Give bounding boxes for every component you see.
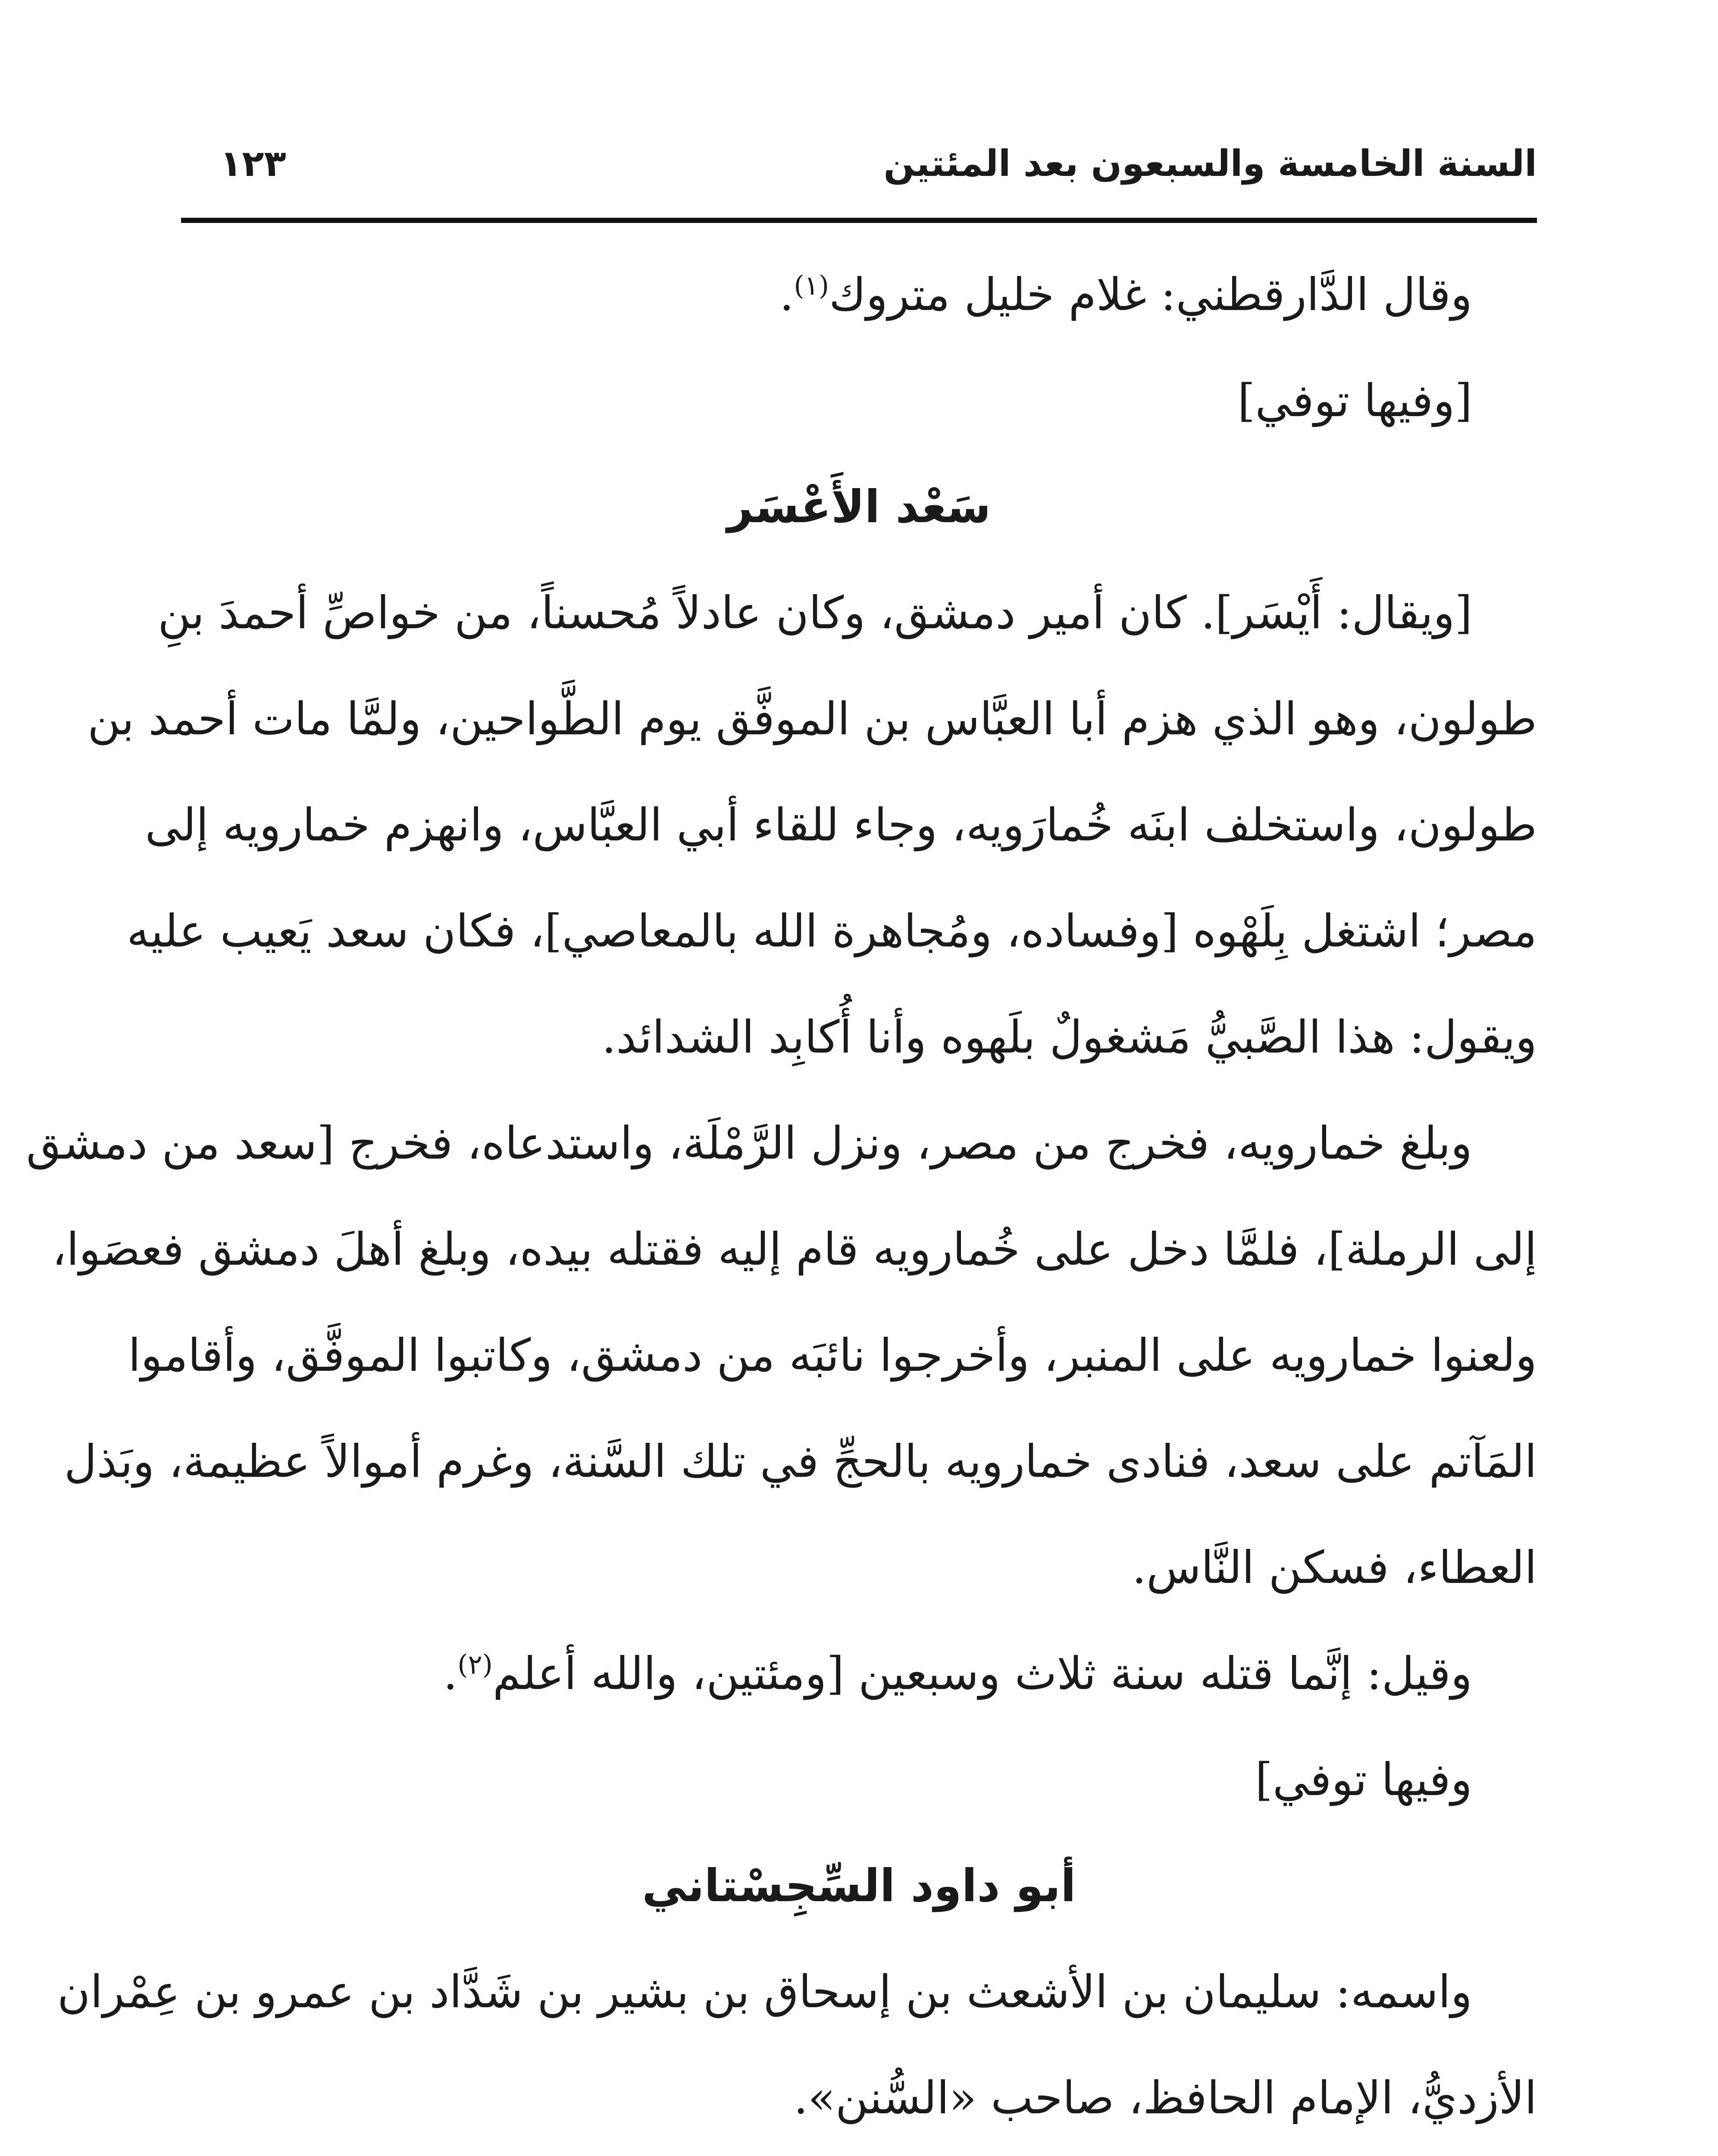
section-heading: سَعْد الأَعْسَر — [727, 480, 991, 533]
text-line: إلى الرملة]، فلمَّا دخل على خُمارويه قام إليه فقتله بيده، وبلغ أهلَ دمشق فعصَوا، — [52, 1223, 1537, 1275]
text-line: ولعنوا خمارويه على المنبر، وأخرجوا نائبَه من دمشق، وكاتبوا الموفَّق، وأقاموا — [128, 1329, 1537, 1382]
page-number: ١٢٣ — [220, 142, 286, 185]
header-rule — [181, 218, 1537, 223]
text-line: وفيها توفي] — [1255, 1753, 1472, 1806]
line-end: . — [779, 268, 794, 321]
text-line: المَآتم على سعد، فنادى خمارويه بالحجِّ في تلك السَّنة، وغرم أموالاً عظيمة، وبَذل — [64, 1435, 1537, 1488]
text-line: الأزديُّ، الإمام الحافظ، صاحب «السُّنن». — [794, 2071, 1537, 2124]
footnote-ref[interactable]: (١) — [794, 270, 829, 301]
section-heading: أبو داود السِّجِسْتاني — [642, 1859, 1076, 1912]
text-line — [181, 2151, 1537, 2156]
line-end: . — [443, 1647, 458, 1700]
text-line — [181, 241, 1537, 348]
text-line: طولون، واستخلف ابنَه خُمارَويه، وجاء للقاء أبي العبَّاس، وانهزم خمارويه إلى — [145, 799, 1537, 851]
text-line: مصر؛ اشتغل بِلَهْوه [وفساده، ومُجاهرة الله بالمعاصي]، فكان سعد يَعيب عليه — [126, 905, 1537, 957]
text-line: [وفيها توفي] — [1237, 374, 1472, 427]
text-line: طولون، وهو الذي هزم أبا العبَّاس بن الموفَّق يوم الطَّواحين، ولمَّا مات أحمد بن — [88, 693, 1537, 745]
line-text: وقال الدَّارقطني: غلام خليل متروك — [829, 268, 1472, 321]
text-line: واسمه: سليمان بن الأشعث بن إسحاق بن بشير بن شَدَّاد بن عمرو بن عِمْران — [57, 1965, 1472, 2018]
running-header — [181, 129, 1537, 194]
text-line: وبلغ خمارويه، فخرج من مصر، ونزل الرَّمْلَة، واستدعاه، فخرج [سعد من دمشق — [26, 1117, 1472, 1169]
line-text: وقيل: إنَّما قتله سنة ثلاث وسبعين [ومئتين، والله أعلم — [492, 1647, 1472, 1700]
text-line: العطاء، فسكن النَّاس. — [1132, 1541, 1537, 1594]
running-title: السنة الخامسة والسبعون بعد المئتين — [883, 142, 1537, 185]
text-line: [ويقال: أَيْسَر]. كان أمير دمشق، وكان عادلاً مُحسناً، من خواصِّ أحمدَ بنِ — [158, 586, 1472, 639]
text-line: ويقول: هذا الصَّبيُّ مَشغولٌ بلَهوه وأنا أُكابِد الشدائد. — [602, 1011, 1537, 1063]
text-line — [181, 1620, 1537, 1727]
main-text — [26, 241, 1537, 2156]
footnote-ref[interactable]: (٢) — [457, 1648, 493, 1680]
